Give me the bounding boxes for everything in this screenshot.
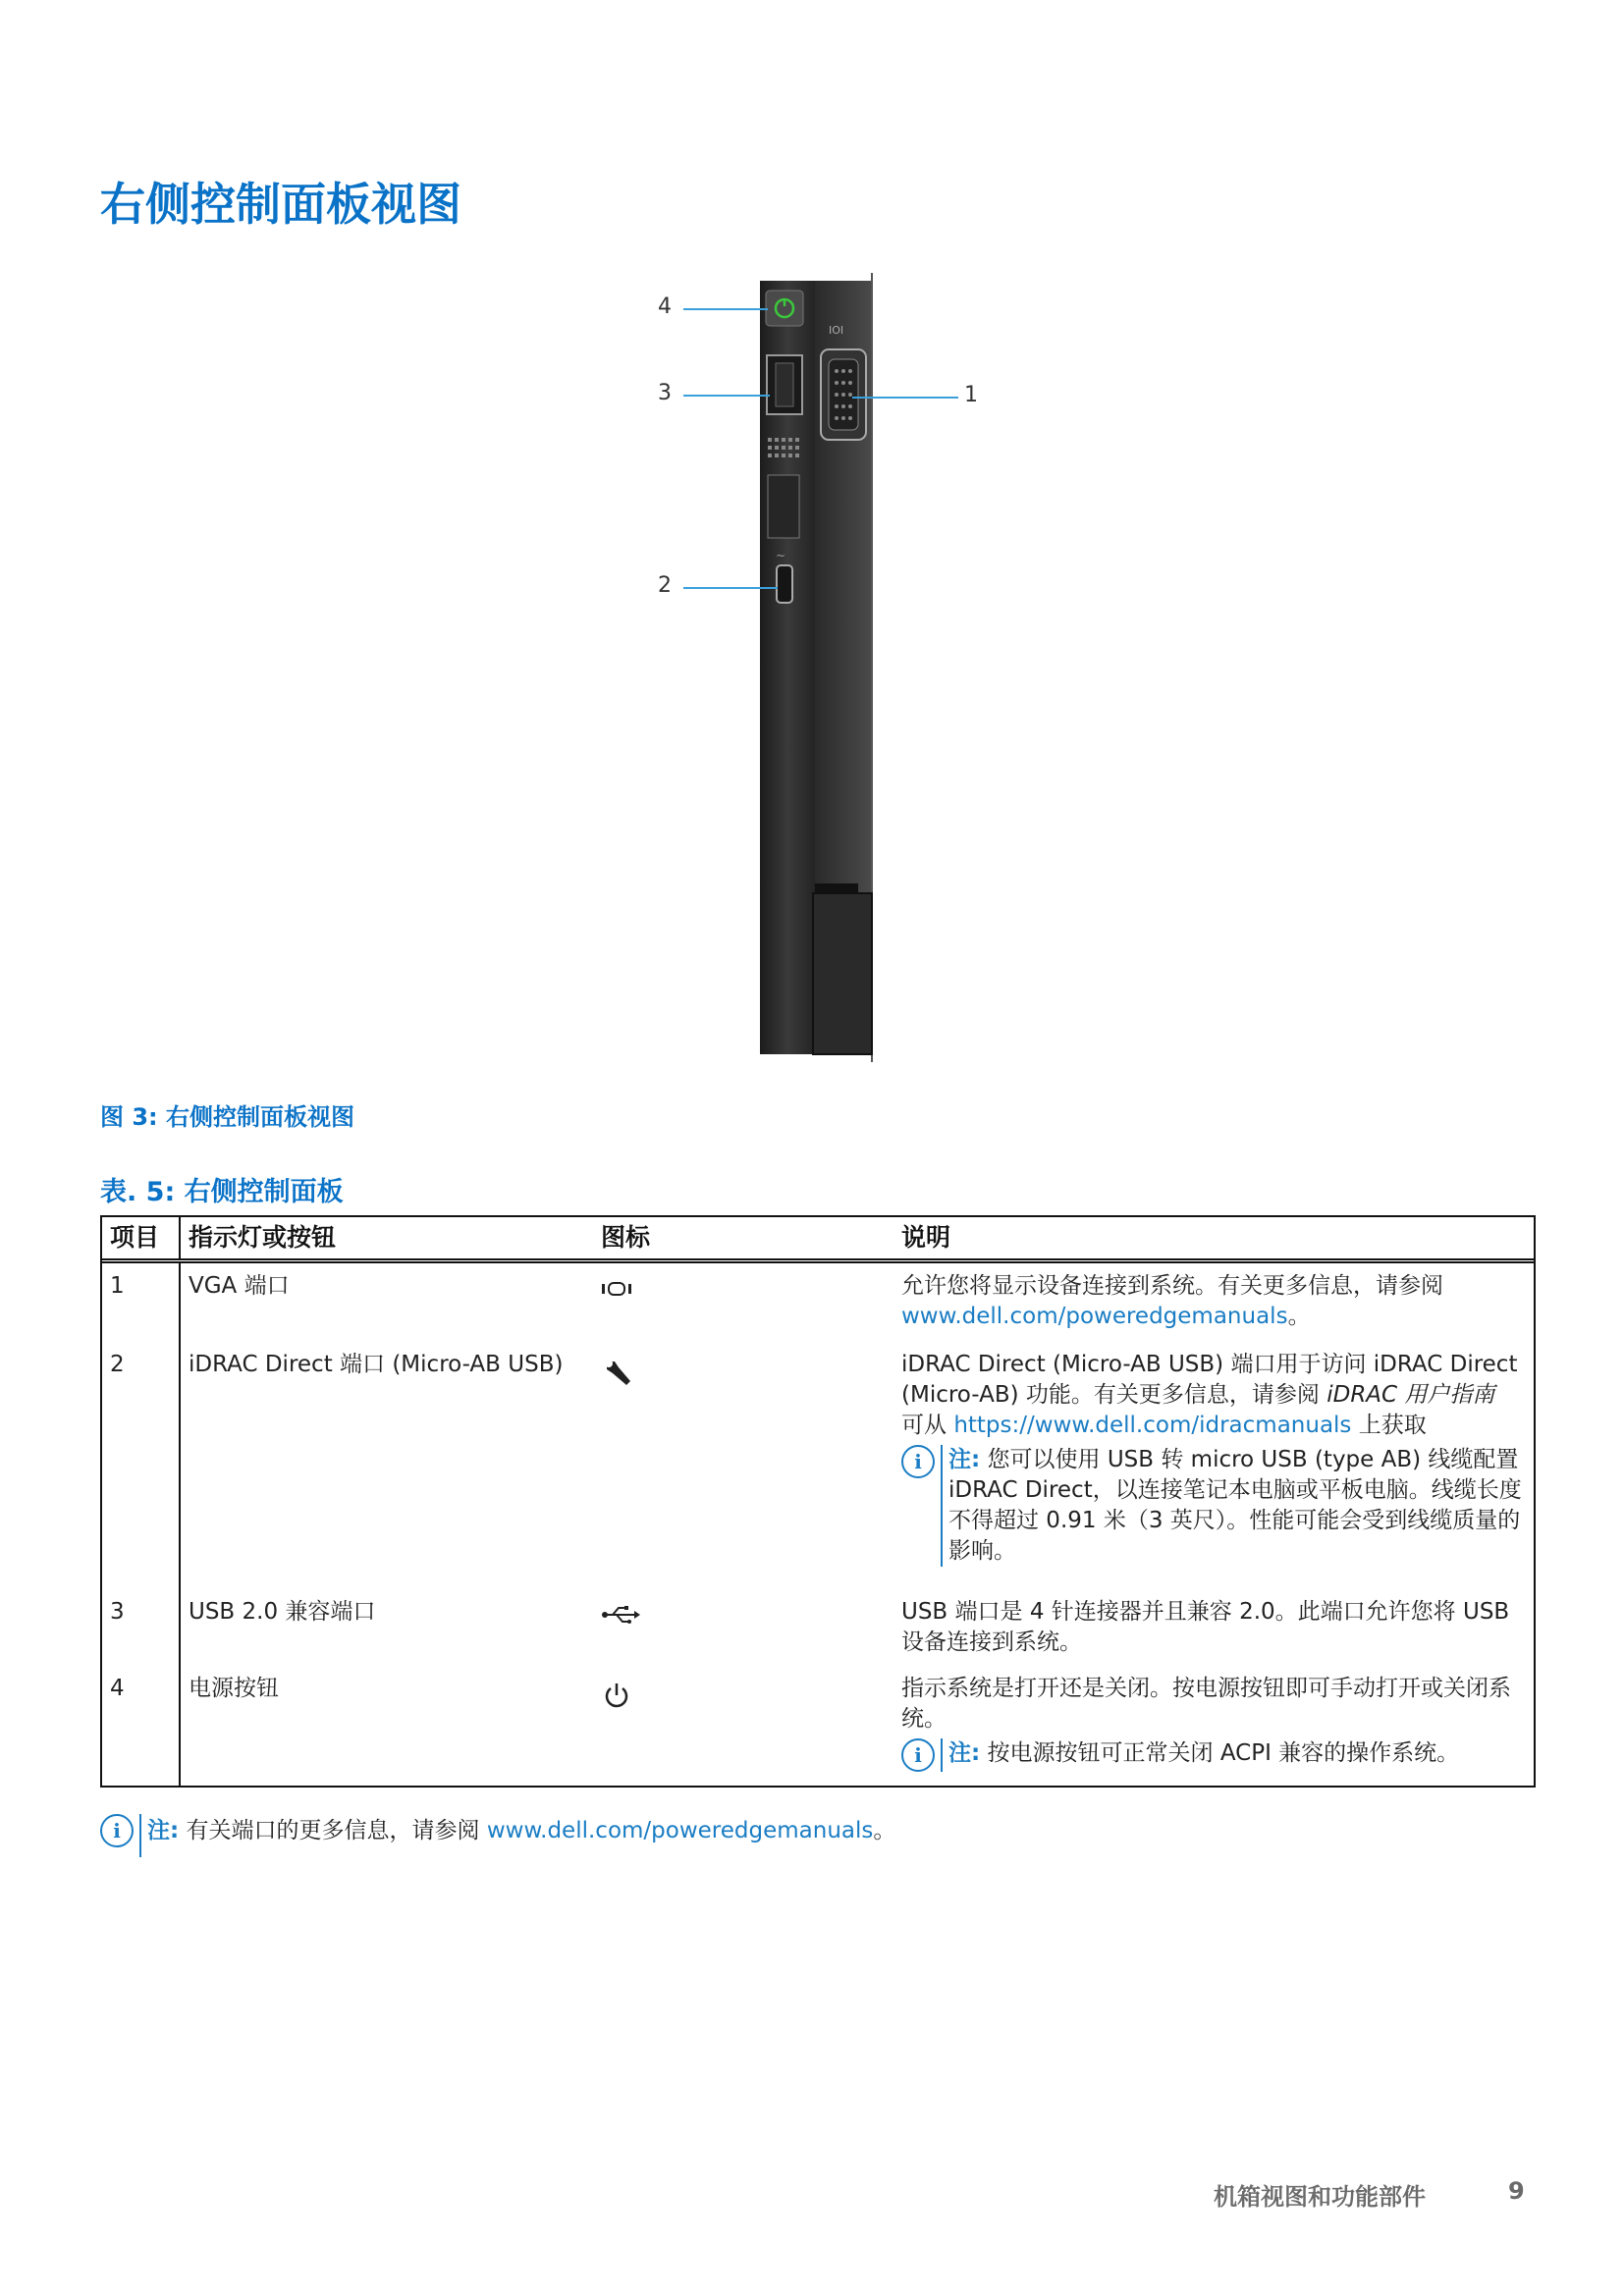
svg-text:IOI: IOI: [829, 324, 844, 337]
row-name: 电源按钮: [189, 1676, 279, 1701]
row-name: USB 2.0 兼容端口: [189, 1599, 376, 1625]
note-text: 您可以使用 USB 转 micro USB (type AB) 线缆配置 iDRAC Direct，以连接笔记本电脑或平板电脑。线缆长度不得超过 0.91 米（3 英尺）。性能可能会受到线缆质量的影响。: [948, 1447, 1522, 1564]
row-name: VGA 端口: [189, 1273, 290, 1299]
row-icon-cell: [593, 1589, 893, 1666]
header-icon: 图标: [601, 1223, 651, 1252]
row-icon-cell: [593, 1342, 893, 1589]
control-panel-figure: [619, 265, 992, 1080]
note-label: 注:: [948, 1740, 981, 1766]
table-row: [102, 1342, 1534, 1589]
row-item: 3: [102, 1589, 181, 1666]
usb-icon: [601, 1603, 640, 1627]
page-title: 右侧控制面板视图: [100, 178, 461, 231]
info-icon: i: [100, 1814, 134, 1847]
vga-icon: [601, 1279, 634, 1299]
note-label: 注:: [147, 1818, 180, 1843]
row-icon-cell: [593, 1666, 893, 1786]
idrac-manuals-link[interactable]: https://www.dell.com/idracmanuals: [953, 1413, 1352, 1438]
power-button-shape: [766, 291, 803, 326]
row-description: iDRAC Direct (Micro-AB USB) 端口用于访问 iDRAC Direct (Micro-AB) 功能。有关更多信息，请参阅 iDRAC 用户指南 可从 https://www.dell.com/idracmanuals 上获取 i 注: 您可以使用 USB 转 micro USB (type AB) 线缆配置 iDRAC Direct，以连接笔记本电脑或平板电脑。线缆长度不得超过 0.91 米（3 英尺）。性能可能会受到线缆质量的影响。: [893, 1342, 1534, 1589]
note-label: 注:: [948, 1447, 981, 1472]
page-number: 9: [1508, 2177, 1525, 2205]
info-icon: i: [901, 1445, 935, 1478]
footer-section-title: 机箱视图和功能部件: [1214, 2183, 1426, 2211]
table-row: [102, 1263, 1534, 1342]
dell-manuals-link[interactable]: www.dell.com/poweredgemanuals: [901, 1304, 1288, 1329]
control-panel-table: [100, 1215, 1536, 1788]
callout-line-2: [683, 587, 778, 589]
callout-line-3: [683, 395, 770, 397]
info-icon: i: [901, 1738, 935, 1772]
table-row: [102, 1666, 1534, 1786]
callout-line-1: [852, 397, 958, 399]
row-description: 允许您将显示设备连接到系统。有关更多信息，请参阅 www.dell.com/poweredgemanuals。: [901, 1273, 1443, 1329]
control-panel-illustration: [619, 265, 992, 1080]
header-description: 说明: [901, 1223, 951, 1252]
callout-1: 1: [964, 383, 978, 407]
row-description: USB 端口是 4 针连接器并且兼容 2.0。此端口允许您将 USB 设备连接到系统。: [901, 1599, 1510, 1655]
figure-caption: 图 3: 右侧控制面板视图: [100, 1103, 355, 1131]
wrench-icon: [601, 1356, 636, 1391]
note-divider: [941, 1445, 943, 1567]
table-row: [102, 1589, 1534, 1666]
svg-text:~: ~: [776, 549, 786, 562]
page-note: i 注: 有关端口的更多信息，请参阅 www.dell.com/poweredgemanuals。: [100, 1814, 895, 1857]
table-caption: 表. 5: 右侧控制面板: [100, 1177, 344, 1207]
note-divider: [941, 1738, 943, 1772]
callout-2: 2: [658, 573, 672, 598]
row-item: 2: [102, 1342, 181, 1589]
row-item: 4: [102, 1666, 181, 1786]
header-item: 项目: [102, 1217, 181, 1258]
header-indicator: 指示灯或按钮: [189, 1223, 337, 1252]
note-text: 按电源按钮可正常关闭 ACPI 兼容的操作系统。: [987, 1740, 1460, 1766]
note: [901, 1445, 1526, 1567]
row-description: 指示系统是打开还是关闭。按电源按钮即可手动打开或关闭系统。 i 注: 按电源按钮可正常关闭 ACPI 兼容的操作系统。: [893, 1666, 1534, 1786]
dell-manuals-link[interactable]: www.dell.com/poweredgemanuals: [486, 1818, 874, 1843]
row-name: iDRAC Direct 端口 (Micro-AB USB): [189, 1352, 564, 1377]
table-header: [102, 1217, 1534, 1263]
power-icon: [601, 1680, 632, 1711]
note: [901, 1738, 1526, 1772]
note-divider: [139, 1814, 141, 1857]
row-item: 1: [102, 1263, 181, 1342]
row-icon-cell: [593, 1263, 893, 1342]
callout-line-4: [683, 308, 768, 310]
callout-3: 3: [658, 381, 672, 405]
note-text: 有关端口的更多信息，请参阅: [186, 1818, 480, 1843]
callout-4: 4: [658, 294, 672, 319]
idrac-guide-title: iDRAC 用户指南: [1326, 1382, 1495, 1408]
